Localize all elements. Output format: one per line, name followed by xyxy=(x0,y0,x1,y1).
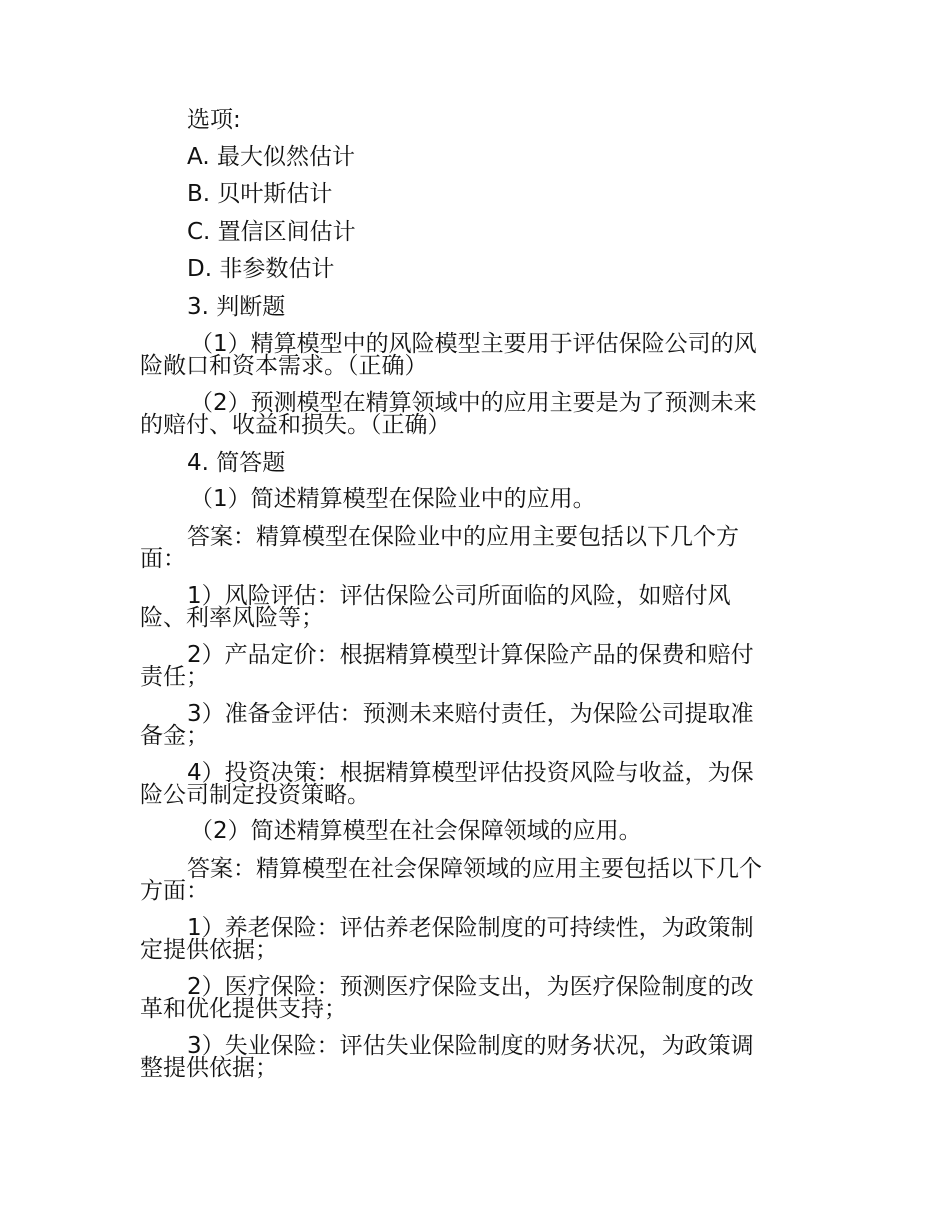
sa-q1-point4-line2: 险公司制定投资策略。 xyxy=(140,782,370,808)
sa-q1-point2-line2: 责任； xyxy=(140,664,209,690)
sa-q1-answer-line1: 答案：精算模型在保险业中的应用主要包括以下几个方 xyxy=(187,524,739,550)
tf-q2-line2: 的赔付、收益和损失。（正确） xyxy=(140,412,451,438)
sa-q1-point1-line1: 1）风险评估：评估保险公司所面临的风险，如赔付风 xyxy=(187,583,731,609)
sa-q1-point3-line2: 备金； xyxy=(140,723,209,749)
sa-q2-answer-line2: 方面： xyxy=(140,878,209,904)
sa-q1-point3-line1: 3）准备金评估：预测未来赔付责任，为保险公司提取准 xyxy=(187,701,754,727)
sa-q2-answer-line1: 答案：精算模型在社会保障领域的应用主要包括以下几个 xyxy=(187,856,762,882)
sa-q2-point3-line2: 整提供依据； xyxy=(140,1055,278,1081)
option-a: A. 最大似然估计 xyxy=(187,144,355,170)
sa-q1-point4-line1: 4）投资决策：根据精算模型评估投资风险与收益，为保 xyxy=(187,760,754,786)
tf-q1-line2: 险敞口和资本需求。（正确） xyxy=(140,353,428,379)
option-c: C. 置信区间估计 xyxy=(187,219,356,245)
sa-q1-point1-line2: 险、利率风险等； xyxy=(140,605,324,631)
sa-q2-point2-line2: 革和优化提供支持； xyxy=(140,996,347,1022)
option-d: D. 非参数估计 xyxy=(187,256,335,282)
option-b: B. 贝叶斯估计 xyxy=(187,181,333,207)
sa-q2-point2-line1: 2）医疗保险：预测医疗保险支出，为医疗保险制度的改 xyxy=(187,974,754,1000)
tf-q1-line1: （1）精算模型中的风险模型主要用于评估保险公司的风 xyxy=(190,331,757,357)
sa-q2-point1-line1: 1）养老保险：评估养老保险制度的可持续性，为政策制 xyxy=(187,915,754,941)
options-header: 选项: xyxy=(187,107,241,133)
section-heading-true-false: 3. 判断题 xyxy=(187,294,286,320)
sa-q1-point2-line1: 2）产品定价：根据精算模型计算保险产品的保费和赔付 xyxy=(187,642,754,668)
sa-q2-point3-line1: 3）失业保险：评估失业保险制度的财务状况，为政策调 xyxy=(187,1033,754,1059)
sa-q1-answer-line2: 面： xyxy=(140,546,186,572)
section-heading-short-answer: 4. 简答题 xyxy=(187,450,286,476)
sa-q2-point1-line2: 定提供依据； xyxy=(140,937,278,963)
sa-q1-question: （1）简述精算模型在保险业中的应用。 xyxy=(190,486,596,512)
tf-q2-line1: （2）预测模型在精算领域中的应用主要是为了预测未来 xyxy=(190,390,757,416)
sa-q2-question: （2）简述精算模型在社会保障领域的应用。 xyxy=(190,818,642,844)
